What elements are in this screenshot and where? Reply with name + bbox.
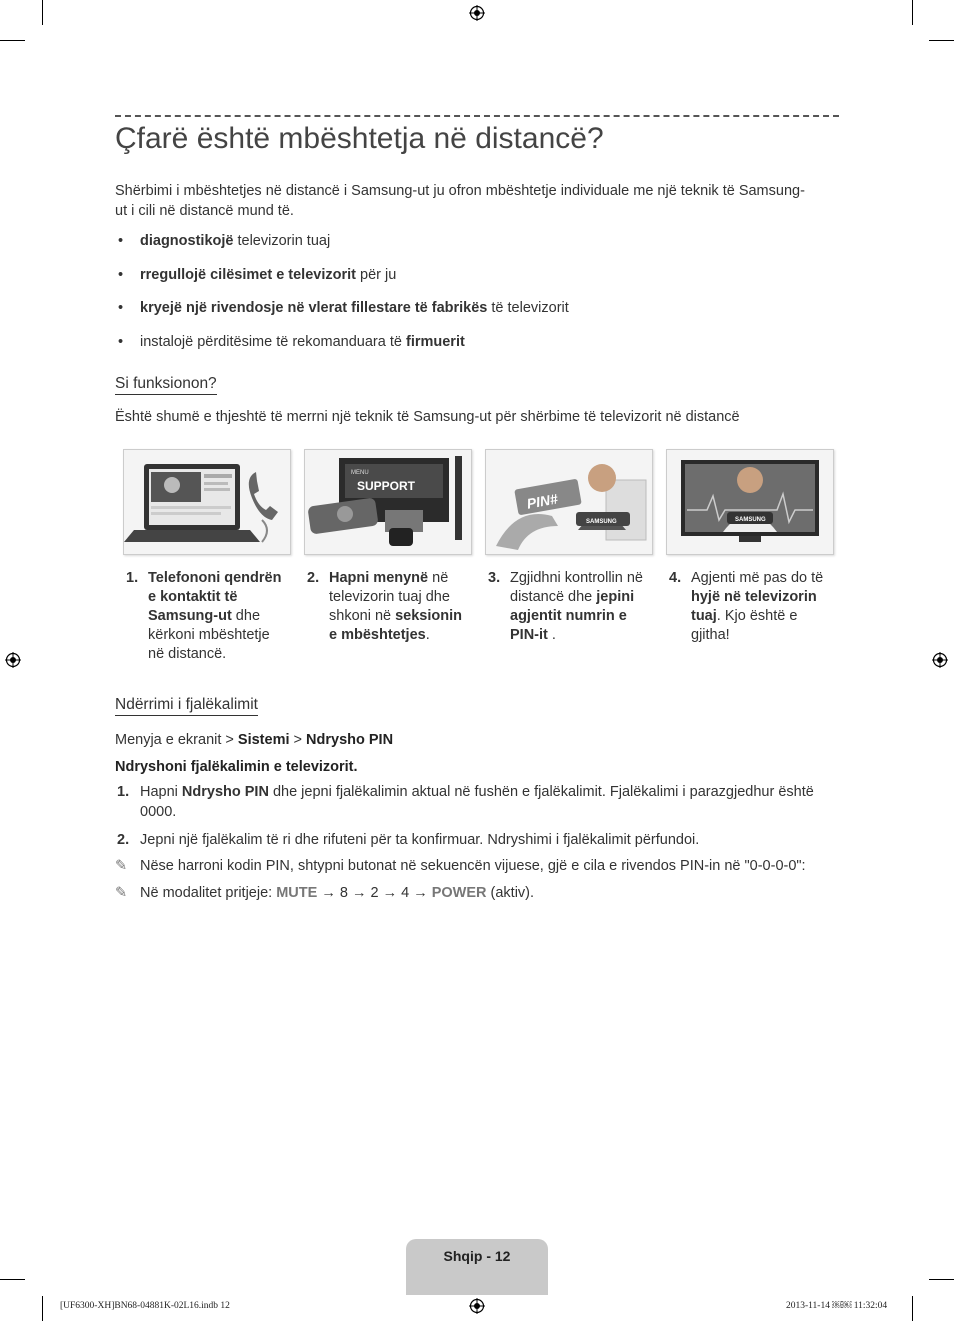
page-number-tab: Shqip - 12 xyxy=(406,1239,548,1295)
note-standby-sequence: ✎ Në modalitet pritjeje: MUTE → 8 → 2 → 4 → POWER (aktiv). xyxy=(115,885,535,901)
pencil-note-icon: ✎ xyxy=(115,858,128,874)
crop-mark xyxy=(42,0,43,25)
bullet-item: • rregullojë cilësimet e televizorit për ju xyxy=(118,267,397,283)
illustration-support-menu xyxy=(304,449,472,555)
bullet-dot-icon: • xyxy=(118,233,124,249)
step-3: 3. Zgjidhni kontrollin në distancë dhe jepini agjentit numrin e PIN-it . xyxy=(488,570,643,643)
illustration-pin-agent xyxy=(485,449,653,555)
bullet-dot-icon: • xyxy=(118,300,124,316)
step-2: 2. Hapni menynë në televizorin tuaj dhe shkoni në seksionin e mbështetjes. xyxy=(307,570,462,643)
password-step-2: 2. Jepni një fjalëkalim të ri dhe rifuteni për ta konfirmuar. Ndryshimi i fjalëkalimit përfundoi. xyxy=(117,832,700,848)
crop-mark xyxy=(929,1279,954,1280)
bullet-dot-icon: • xyxy=(118,334,124,350)
how-paragraph: Është shumë e thjeshtë të merrni një teknik të Samsung-ut për shërbime të televizorit në distancë xyxy=(115,409,740,425)
step-1: 1. Telefononi qendrën e kontaktit të Samsung-ut dhe kërkoni mbështetje në distancë. xyxy=(126,570,282,662)
crop-mark xyxy=(929,40,954,41)
print-info-right: 2013-11-14 ￼￼ 11:32:04 xyxy=(786,1301,888,1311)
section-heading-password: Ndërrimi i fjalëkalimit xyxy=(115,696,258,716)
tv-support-icon xyxy=(305,450,471,554)
registration-mark-icon xyxy=(469,1298,485,1314)
section-heading-how: Si funksionon? xyxy=(115,375,217,395)
print-info-left: [UF6300-XH]BN68-04881K-02L16.indb 12 xyxy=(60,1301,230,1311)
svg-text:SUPPORT: SUPPORT xyxy=(357,479,416,493)
illustration-call-center xyxy=(123,449,291,555)
page-title: Çfarë është mbështetja në distancë? xyxy=(115,122,604,155)
illustration-agent-tv xyxy=(666,449,834,555)
svg-text:MENU: MENU xyxy=(351,470,369,476)
pin-agent-icon xyxy=(486,450,652,554)
intro-paragraph: Shërbimi i mbështetjes në distancë i Samsung-ut ju ofron mbështetje individuale me një teknik të Samsung-ut i cili në distancë mund të. xyxy=(115,183,805,219)
registration-mark-icon xyxy=(932,652,948,668)
crop-mark xyxy=(912,1296,913,1321)
bullet-item: • diagnostikojë televizorin tuaj xyxy=(118,233,331,249)
registration-mark-icon xyxy=(469,5,485,21)
crop-mark xyxy=(0,1279,25,1280)
bullet-item: • instalojë përditësime të rekomanduara të firmuerit xyxy=(118,334,465,350)
crop-mark xyxy=(912,0,913,25)
title-rule xyxy=(115,115,839,117)
bullet-dot-icon: • xyxy=(118,267,124,283)
crop-mark xyxy=(42,1296,43,1321)
svg-text:SAMSUNG: SAMSUNG xyxy=(735,517,766,523)
registration-mark-icon xyxy=(5,652,21,668)
laptop-phone-icon xyxy=(124,450,290,554)
pencil-note-icon: ✎ xyxy=(115,885,128,901)
crop-mark xyxy=(0,40,25,41)
svg-text:SAMSUNG: SAMSUNG xyxy=(586,519,617,525)
bullet-item: • kryejë një rivendosje në vlerat fillestare të fabrikës të televizorit xyxy=(118,300,569,316)
agent-tv-icon xyxy=(667,450,833,554)
svg-text:PIN#: PIN# xyxy=(525,490,559,512)
step-4: 4. Agjenti më pas do të hyjë në televizorin tuaj. Kjo është e gjitha! xyxy=(669,570,824,643)
note-reset-pin: ✎ Nëse harroni kodin PIN, shtypni butonat në sekuencën vijuese, gjë e cila e rivendos PIN-in në "0-0-0-0": xyxy=(115,858,806,874)
menu-path: Menyja e ekranit > Sistemi > Ndrysho PIN xyxy=(115,732,394,748)
password-subheading: Ndryshoni fjalëkalimin e televizorit. xyxy=(115,759,358,775)
password-step-1: 1. Hapni Ndrysho PIN dhe jepni fjalëkalimin aktual në fushën e fjalëkalimit. Fjalëkalimi i parazgjedhur është 0000. xyxy=(117,784,814,820)
